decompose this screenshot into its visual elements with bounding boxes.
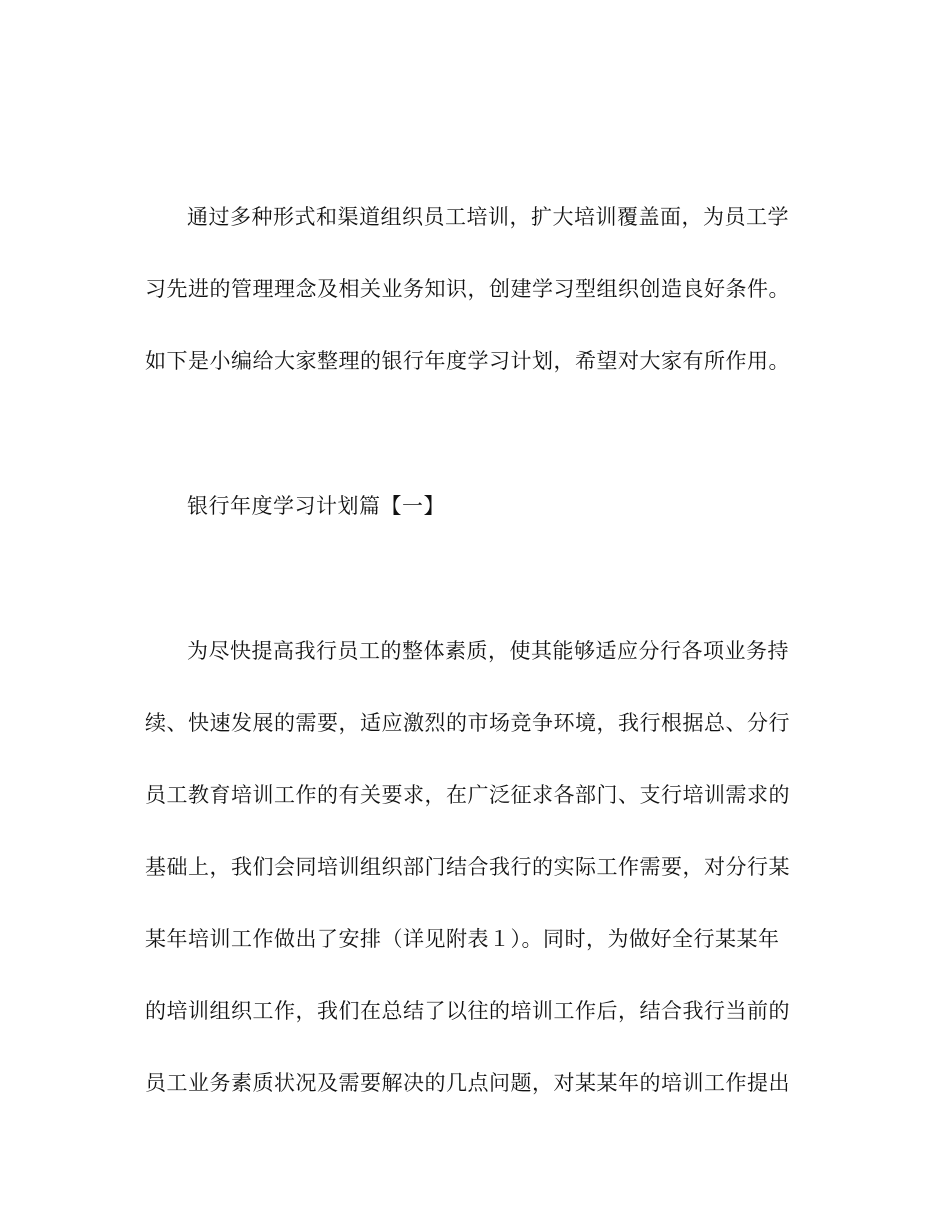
body-line: 的培训组织工作，我们在总结了以往的培训工作后，结合我行当前的 xyxy=(145,999,790,1023)
intro-line: 通过多种形式和渠道组织员工培训，扩大培训覆盖面，为员工学 xyxy=(187,205,789,229)
intro-line: 如下是小编给大家整理的银行年度学习计划，希望对大家有所作用。 xyxy=(145,349,790,373)
body-line: 续、快速发展的需要，适应激烈的市场竞争环境，我行根据总、分行 xyxy=(145,711,790,735)
section-title: 银行年度学习计划篇【一】 xyxy=(187,494,445,518)
intro-line: 习先进的管理理念及相关业务知识，创建学习型组织创造良好条件。 xyxy=(145,277,790,301)
body-line: 员工教育培训工作的有关要求，在广泛征求各部门、支行培训需求的 xyxy=(145,783,790,807)
body-line: 基础上，我们会同培训组织部门结合我行的实际工作需要，对分行某 xyxy=(145,855,790,879)
body-line: 为尽快提高我行员工的整体素质，使其能够适应分行各项业务持 xyxy=(187,639,789,663)
body-line: 员工业务素质状况及需要解决的几点问题，对某某年的培训工作提出 xyxy=(145,1071,790,1095)
body-line: 某年培训工作做出了安排（详见附表１）。同时，为做好全行某某年 xyxy=(145,927,780,951)
